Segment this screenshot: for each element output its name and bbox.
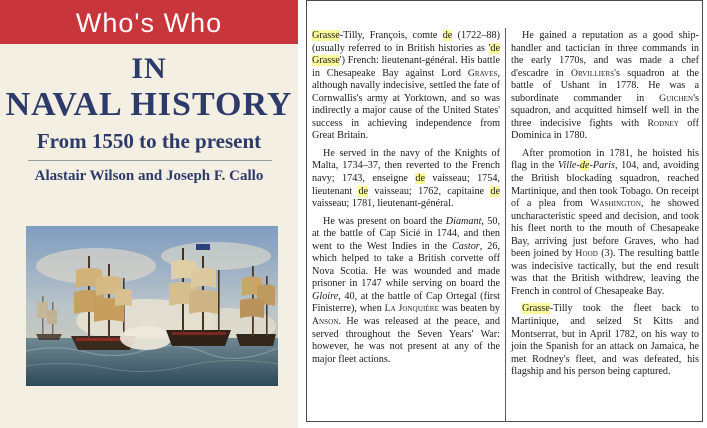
ship-name: -Paris — [589, 160, 615, 172]
cross-reference: Guichen — [659, 92, 694, 104]
search-highlight: Grasse — [312, 30, 340, 41]
cover-banner: Who's Who — [0, 0, 298, 44]
right-column — [511, 30, 699, 384]
book-cover — [0, 0, 298, 428]
cover-authors: Alastair Wilson and Joseph F. Callo — [34, 168, 264, 184]
cross-reference: La Jonquière — [384, 303, 439, 315]
ship-name: Ville- — [557, 160, 580, 172]
cover-divider — [28, 160, 272, 161]
cover-title: NAVAL HISTORY — [5, 86, 293, 123]
cover-title-in: IN — [131, 52, 167, 85]
ship-name: Diamant — [445, 215, 482, 227]
entry-paragraph-4: He gained a reputation as a good ship-handler and tactician in three commands in the early 1770s, and was made a chef d'escadre in Orvilliers's squadron at the battle of Ushant in 1778. He was a subordinate commander in Guichen's squadron, and acquitted himself well in the three indecisive fights with Rodney off Dominica in 1780. — [511, 30, 699, 142]
naval-battle-painting — [26, 226, 278, 386]
cross-reference: Washington — [590, 198, 641, 210]
cover-subtitle: From 1550 to the present — [36, 129, 262, 153]
entry-paragraph-1: Grasse-Tilly, François, comte de (1722–88) (usually referred to in British histories as 'de Grasse') French: lieutenant-général. His battle in Chesapeake Bay against Lord Graves, although navally indecisive, settled the fate of Cornwallis's army at Yorktown, and so was indirectly a major cause of the United States' success in achieving independence from Great Britain. — [312, 30, 500, 142]
cross-reference: Anson — [312, 316, 339, 328]
cross-reference: Graves — [467, 67, 498, 79]
ship-name: Gloire — [312, 290, 339, 302]
search-highlight: de — [415, 173, 425, 185]
cross-reference: Hood — [575, 248, 598, 260]
entry-paragraph-3: He was present on board the Diamant, 50, at the battle of Cap Sicié in 1744, and then went to the West Indies in the Castor, 26, which helped to take a British corvette off Nova Scotia. He was wounded and made prisoner in 1747 while serving on board the Gloire, 40, at the battle of Cap Ortegal (first Finisterre), when La Jonquière was beaten by Anson. He was released at the peace, and served throughout the Seven Years' War: however, he was not present at any of the major fleet actions. — [312, 215, 500, 365]
column-rule — [505, 28, 506, 422]
search-highlight: de — [442, 30, 453, 41]
cross-reference: Rodney — [647, 117, 679, 129]
entry-paragraph-2: He served in the navy of the Knights of Malta, 1734–37, then reverted to the French navy; 1743, enseigne de vaisseau; 1754, lieutenant de vaisseau; 1762, capitaine de vaisseau; 1781, lieutenant-général. — [312, 147, 501, 210]
entry-paragraph-5: After promotion in 1781, he hoisted his flag in the Ville-de-Paris, 104, and, avoiding the British blockading squadron, reached Martinique, and then took Tobago. On receipt of a plea from Washington, he showed uncharacteristic speed and decision, and took his fleet north to the mouth of Chesapeake Bay, arriving just before Graves, who had been joined by Hood (3). The resulting battle was indecisive tactically, but the end result was that the British withdrew, leaving the French in control of Chesapeake Bay. — [511, 147, 699, 297]
search-highlight: de — [490, 185, 501, 197]
search-highlight: de Grasse — [312, 42, 500, 67]
ship-name: Castor — [452, 240, 480, 252]
entry-paragraph-6: Grasse-Tilly took the fleet back to Martinique, and seized St Kitts and Montserrat, but in April 1782, on his way to join the Spanish for an attack on Jamaica, he met Rodney's fleet, and was defeated, his flagship and his person being captured. — [511, 303, 699, 378]
search-highlight: Grasse — [522, 303, 550, 315]
search-highlight: de — [358, 185, 369, 197]
entry-name: -Tilly, François, comte — [339, 30, 443, 41]
left-column — [312, 30, 500, 371]
book-page — [306, 0, 707, 428]
cross-reference: Orvilliers — [571, 67, 615, 79]
search-highlight: de — [579, 160, 590, 172]
